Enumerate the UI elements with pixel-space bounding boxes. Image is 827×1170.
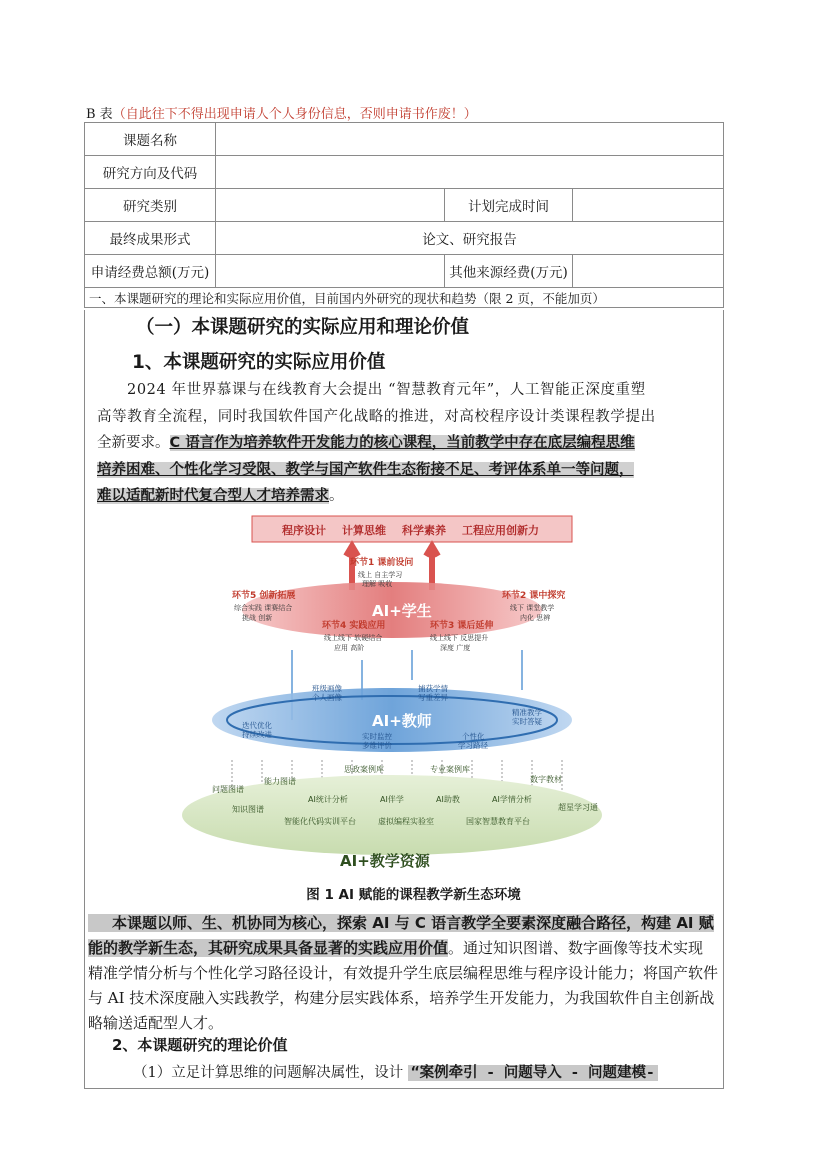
topic-name-field[interactable] [216,123,724,156]
teacher-note: 持续改进 [242,730,272,739]
resource-ring [182,775,602,855]
stage-label: 环节5 创新拓展 [232,591,296,601]
resource-item: 虚拟编程实验室 [378,817,434,826]
resource-item: 智能化代码实训平台 [284,817,356,826]
resource-item: 国家智慧教育平台 [466,817,530,826]
final-form-label: 最终成果形式 [85,222,216,255]
stage-sub: 线下 课堂教学 [510,604,555,612]
planned-time-label: 计划完成时间 [445,189,573,222]
teacher-note: 捕获学情 [418,684,448,693]
teacher-note: 多维评价 [362,741,392,750]
para2-body: 。通过知识图谱、数字画像等技术实现精准学情分析与个性化学习路径设计，有效提升学生底层编程思维与程序设计能力；将国产软件与 AI 技术深度融入实践教学，构建分层实践体系，培养学生开发能力，为我国软件自主创新战略输送适配型人才。 [88,939,719,1032]
teacher-ring-label: AI+教师 [372,712,432,730]
resource-ring-label: AI+教学资源 [340,852,430,870]
ecosystem-figure [172,510,612,878]
paragraph-theory-value [133,1061,658,1082]
category-field[interactable] [216,189,445,222]
b-table-note [86,103,477,122]
teacher-note: 班级画像 [312,684,342,693]
highlighted-text: 难以适配新时代复合型人才培养需求 [97,488,329,504]
teacher-note: 个人画像 [312,693,342,702]
resource-item: 超星学习通 [558,803,598,812]
teacher-note: 迭代优化 [242,721,272,730]
highlighted-text: C 语言作为培养软件开发能力的核心课程，当前教学中存在底层编程思维 [169,435,635,451]
funding-label: 申请经费总额(万元) [85,255,216,288]
paragraph-practice-value [88,911,718,1036]
teacher-note: 实时答疑 [512,717,542,726]
heading-level2: 1、本课题研究的实际应用价值 [132,352,386,373]
banner-item: 计算思维 [342,524,386,537]
stage-sub: 综合实践 课赛结合 [234,604,293,612]
teacher-note: 个性化 [462,732,485,741]
funding-field[interactable] [216,255,445,288]
direction-label: 研究方向及代码 [85,156,216,189]
resource-item: 专业案例库 [430,765,470,774]
stage-sub: 深度 广度 [440,644,471,652]
para1-line: 全新要求。 [97,435,170,451]
teacher-note: 精准教学 [512,708,542,717]
paragraph-application-value [97,377,711,510]
privacy-warning: （自此往下不得出现申请人个人身份信息，否则申请书作废！） [112,107,477,122]
resource-item: 知识图谱 [232,805,264,814]
resource-item: AI学情分析 [492,795,532,804]
heading-level1: （一）本课题研究的实际应用和理论价值 [136,317,470,338]
highlighted-text: 本课题以师、生、机协同为核心，探索 AI 与 C 语言教学全要素深度融合路径， [88,914,641,932]
resource-item: 问题图谱 [212,785,244,794]
teacher-note: 实时监控 [362,732,392,741]
stage-sub: 线上 自主学习 [358,571,403,579]
resource-item: 数字教材 [530,775,562,784]
para3-text: （1）立足计算思维的问题解决属性，设计 [133,1065,404,1081]
resource-item: AI助教 [436,795,460,804]
stage-label: 环节3 课后延伸 [430,621,494,631]
banner-item: 工程应用创新力 [462,524,539,537]
resource-item: AI伴学 [380,795,404,804]
resource-item: AI统计分析 [308,795,348,804]
stage-sub: 线上线下 反思提升 [430,634,489,642]
highlighted-text: 构建 AI 赋能的教学新生态，其研究成果具备显著的实践应用价值 [88,914,714,957]
para1-line: 2024 年世界慕课与在线教育大会提出 “智慧教育元年”，人工智能正深度重塑 [127,382,646,398]
stage-sub: 应用 高阶 [334,644,365,652]
stage-sub: 线上线下 软硬结合 [324,634,383,642]
figure-caption: 图 1 AI 赋能的课程教学新生态环境 [306,887,521,903]
teacher-note: 写重差异 [418,693,448,702]
stage-label: 环节1 课前设问 [350,558,414,568]
banner-item: 科学素养 [402,524,446,537]
banner-item: 程序设计 [282,524,326,537]
heading-theory-value: 2、本课题研究的理论价值 [112,1036,288,1054]
table-label: B 表 [86,107,113,122]
highlighted-text: “案例牵引 - 问题导入 - 问题建模- [408,1065,658,1081]
resource-item: 能力图谱 [264,777,296,786]
planned-time-field[interactable] [573,189,724,222]
application-form-table [84,122,724,308]
student-ring-label: AI+学生 [372,602,432,620]
para1-end: 。 [329,488,344,504]
stage-sub: 内化 思辨 [520,614,551,622]
section-one-title: 一、本课题研究的理论和实际应用价值，目前国内外研究的现状和趋势（限 2 页，不能加页） [85,288,724,308]
teacher-note: 学习路径 [458,741,488,750]
other-funding-field[interactable] [573,255,724,288]
other-funding-label: 其他来源经费(万元) [445,255,573,288]
resource-item: 思政案例库 [344,765,384,774]
category-label: 研究类别 [85,189,216,222]
highlighted-text: 培养困难、个性化学习受限、教学与国产软件生态衔接不足、考评体系单一等问题， [97,461,634,478]
stage-sub: 挑战 创新 [242,614,273,622]
final-form-field[interactable]: 论文、研究报告 [216,222,724,255]
stage-label: 环节2 课中探究 [502,591,566,601]
direction-field[interactable] [216,156,724,189]
para1-line: 高等教育全流程，同时我国软件国产化战略的推进，对高校程序设计类课程教学提出 [97,408,656,425]
stage-label: 环节4 实践应用 [322,621,386,631]
stage-sub: 理解 吸收 [362,580,393,588]
topic-name-label: 课题名称 [85,123,216,156]
